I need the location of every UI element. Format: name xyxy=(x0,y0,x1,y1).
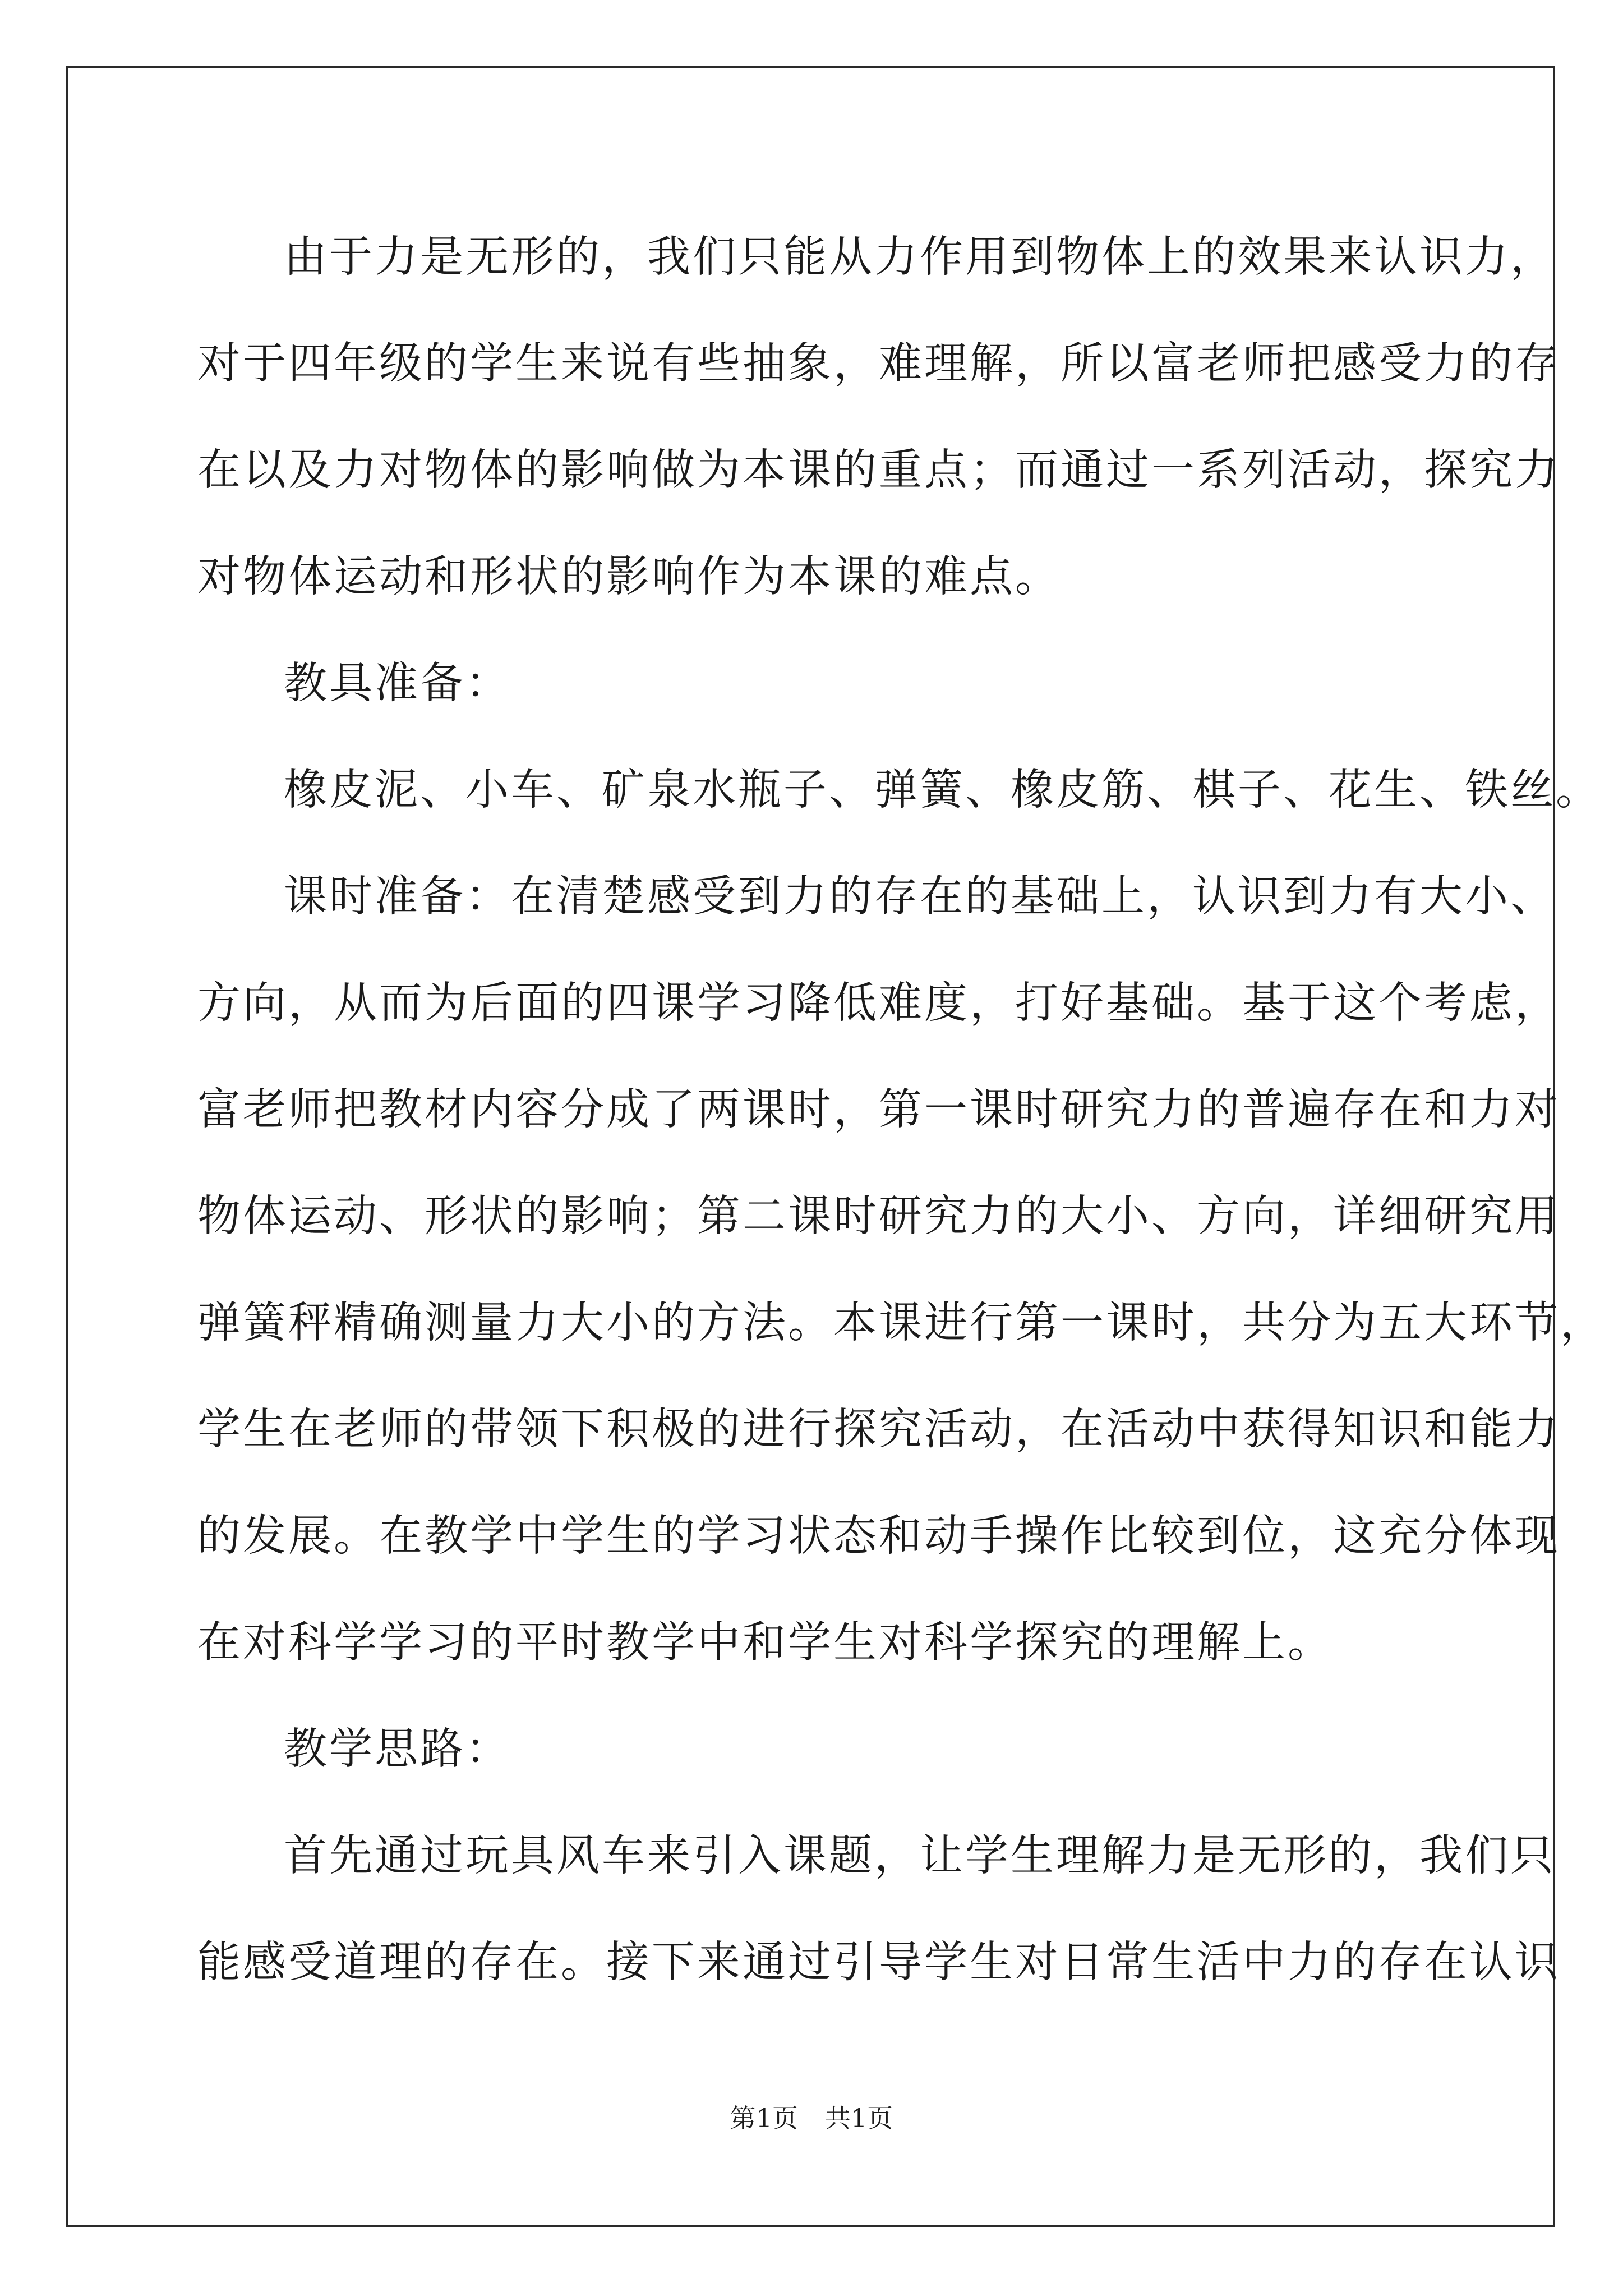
text-line: 弹簧秤精确测量力大小的方法。本课进行第一课时，共分为五大环节， xyxy=(197,1298,1606,1348)
page-number: 第1页 xyxy=(730,2103,798,2133)
text-line: 首先通过玩具风车来引入课题，让学生理解力是无形的，我们只 xyxy=(284,1831,1556,1881)
text-line: 课时准备：在清楚感受到力的存在的基础上，认识到力有大小、 xyxy=(284,872,1556,922)
document-body xyxy=(197,204,1606,2016)
text-line: 的发展。在教学中学生的学习状态和动手操作比较到位，这充分体现 xyxy=(197,1511,1560,1561)
text-line: 在对科学学习的平时教学中和学生对科学探究的理解上。 xyxy=(197,1618,1333,1668)
text-line: 学生在老师的带领下积极的进行探究活动，在活动中获得知识和能力 xyxy=(197,1405,1560,1455)
text-line: 能感受道理的存在。接下来通过引导学生对日常生活中力的存在认识 xyxy=(197,1938,1560,1987)
text-line: 物体运动、形状的影响；第二课时研究力的大小、方向，详细研究用 xyxy=(197,1191,1560,1241)
text-line: 由于力是无形的，我们只能从力作用到物体上的效果来认识力， xyxy=(284,232,1556,282)
text-line: 橡皮泥、小车、矿泉水瓶子、弹簧、橡皮筋、棋子、花生、铁丝。 xyxy=(284,765,1601,815)
page-footer xyxy=(0,2098,1623,2135)
text-line: 在以及力对物体的影响做为本课的重点；而通过一系列活动，探究力 xyxy=(197,445,1560,495)
text-line: 对于四年级的学生来说有些抽象，难理解，所以富老师把感受力的存 xyxy=(197,339,1560,389)
text-line: 富老师把教材内容分成了两课时，第一课时研究力的普遍存在和力对 xyxy=(197,1085,1560,1135)
text-line: 方向，从而为后面的四课学习降低难度，打好基础。基于这个考虑， xyxy=(197,978,1560,1028)
text-line: 对物体运动和形状的影响作为本课的难点。 xyxy=(197,552,1061,602)
page-total: 共1页 xyxy=(825,2103,893,2133)
section-heading: 教学思路： xyxy=(284,1724,511,1774)
section-heading: 教具准备： xyxy=(284,659,511,708)
